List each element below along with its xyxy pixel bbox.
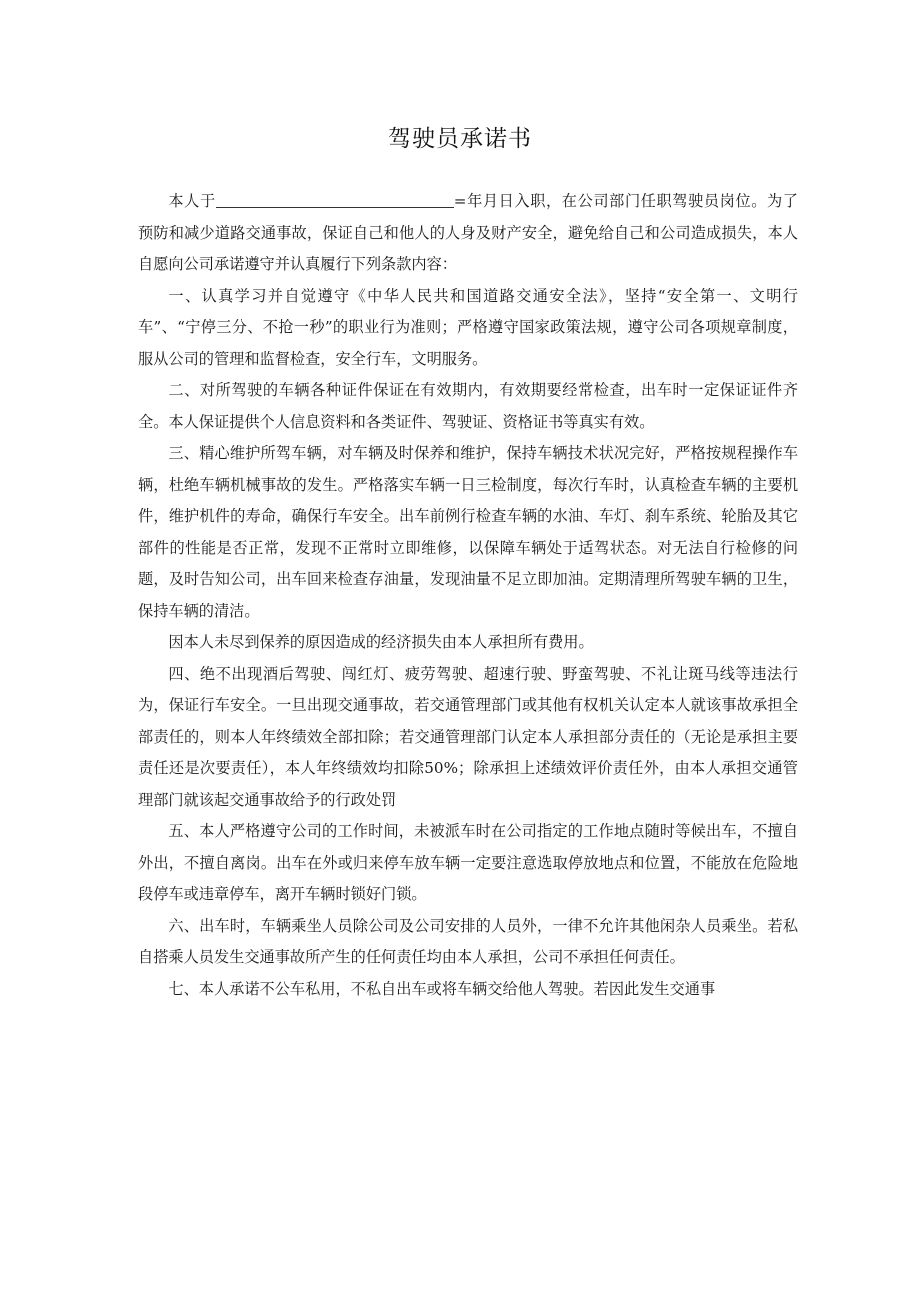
intro-prefix: 本人于 [168, 192, 216, 210]
clause-paragraph-4: 四、绝不出现酒后驾驶、闯红灯、疲劳驾驶、超速行驶、野蛮驾驶、不礼让斑马线等违法行为，保证行车安全。一旦出现交通事故，若交通管理部门或其他有权机关认定本人就该事故承担全部责任的，则本人年终绩效全部扣除；若交通管理部门认定本人承担部分责任的（无论是承担主要责任还是次要责任），本人年终绩效均扣除50%；除承担上述绩效评价责任外，由本人承担交通管理部门就该起交通事故给予的行政处罚 [138, 664, 798, 809]
clause-paragraph-7: 七、本人承诺不公车私用，不私自出车或将车辆交给他人驾驶。若因此发生交通事 [168, 979, 716, 998]
clause-paragraph-3-note: 因本人未尽到保养的原因造成的经济损失由本人承担所有费用。 [168, 633, 594, 651]
document-body [138, 186, 798, 1005]
document-title: 驾驶员承诺书 [388, 126, 532, 152]
clause-paragraph-2: 二、对所驾驶的车辆各种证件保证在有效期内，有效期要经常检查，出车时一定保证证件齐全。本人保证提供个人信息资料和各类证件、驾驶证、资格证书等真实有效。 [138, 381, 798, 431]
date-blank-line [216, 190, 454, 208]
clause-paragraph-1: 一、认真学习并自觉遵守《中华人民共和国道路交通安全法》，坚持“安全第一、文明行车”、“宁停三分、不抢一秒”的职业行为准则；严格遵守国家政策法规，遵守公司各项规章制度，服从公司的管理和监督检查，安全行车，文明服务。 [138, 286, 798, 368]
clause-paragraph-6: 六、出车时，车辆乘坐人员除公司及公司安排的人员外，一律不允许其他闲杂人员乘坐。若私自搭乘人员发生交通事故所产生的任何责任均由本人承担，公司不承担任何责任。 [138, 916, 798, 966]
intro-paragraph [138, 186, 798, 281]
clause-paragraph-5: 五、本人严格遵守公司的工作时间，未被派车时在公司指定的工作地点随时等候出车，不擅自外出，不擅自离岗。出车在外或归来停车放车辆一定要注意选取停放地点和位置，不能放在危险地段停车或违章停车，离开车辆时锁好门锁。 [138, 822, 798, 903]
clause-paragraph-3: 三、精心维护所驾车辆，对车辆及时保养和维护，保持车辆技术状况完好，严格按规程操作车辆，杜绝车辆机械事故的发生。严格落实车辆一日三检制度，每次行车时，认真检查车辆的主要机件，维护机件的寿命，确保行车安全。出车前例行检查车辆的水油、车灯、刹车系统、轮胎及其它部件的性能是否正常，发现不正常时立即维修，以保障车辆处于适驾状态。对无法自行检修的问题，及时告知公司，出车回来检查存油量，发现油量不足立即加油。定期清理所驾驶车辆的卫生，保持车辆的清洁。 [138, 444, 798, 620]
intro-suffix: =年月日入职，在公司部门任职驾驶员岗位。为了预防和减少道路交通事故，保证自己和他人的人身及财产安全，避免给自己和公司造成损失，本人自愿向公司承诺遵守并认真履行下列条款内容： [138, 192, 798, 273]
